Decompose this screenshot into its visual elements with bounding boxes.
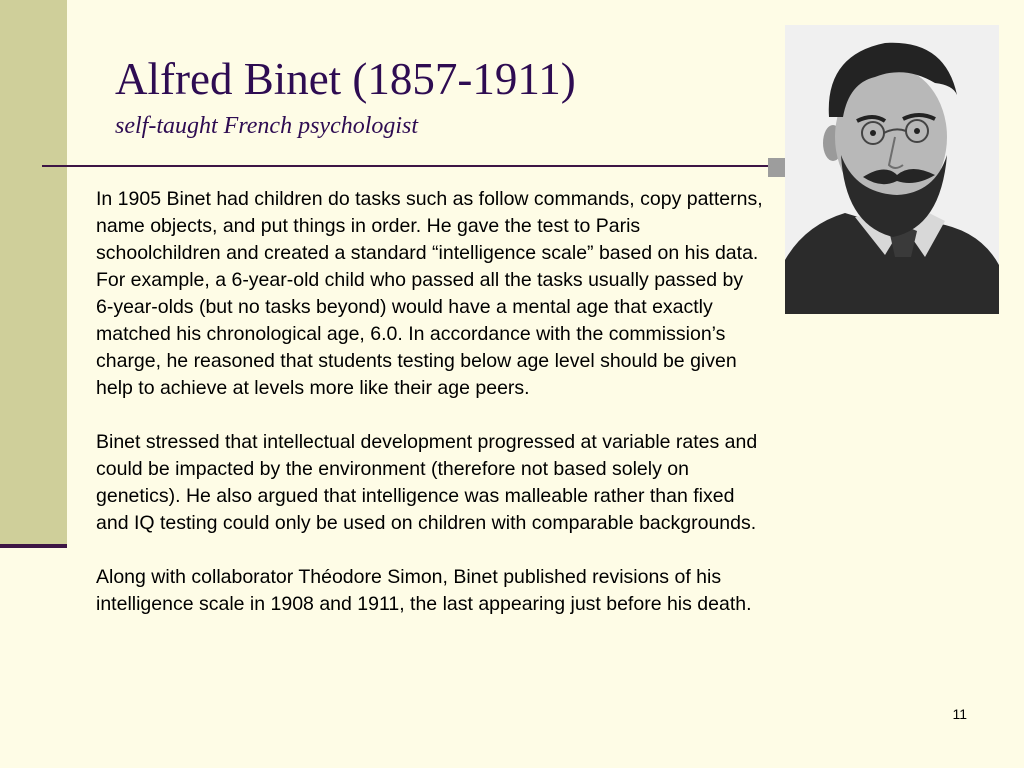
header-rule xyxy=(42,165,787,167)
body-text xyxy=(96,186,764,645)
side-rule xyxy=(0,544,67,548)
paragraph-3: Along with collaborator Théodore Simon, Binet published revisions of his intelligence scale in 1908 and 1911, the last appearing just before his death. xyxy=(96,566,752,615)
paragraph-1: In 1905 Binet had children do tasks such as follow commands, copy patterns, name objects, and put things in order. He gave the test to Paris schoolchildren and created a standard “intelligence scale” based on his data. For example, a 6-year-old child who passed all the tasks usually passed by 6-year-olds (but no tasks beyond) would have a mental age that exactly matched his chronological age, 6.0. In accordance with the commission’s charge, he reasoned that students testing below age level should be given help to achieve at levels more like their age peers. xyxy=(96,188,763,399)
paragraph-2: Binet stressed that intellectual development progressed at variable rates and could be impacted by the environment (therefore not based solely on genetics). He also argued that intelligence was malleable rather than fixed and IQ testing could only be used on children with comparable backgrounds. xyxy=(96,431,758,534)
page-number: 11 xyxy=(952,706,967,722)
portrait-illustration xyxy=(785,25,999,314)
decorative-gray-block xyxy=(768,158,786,177)
side-bar xyxy=(0,0,67,548)
slide-title: Alfred Binet (1857-1911) xyxy=(115,54,576,104)
portrait-photo xyxy=(785,25,999,314)
slide-subtitle: self-taught French psychologist xyxy=(115,113,419,139)
